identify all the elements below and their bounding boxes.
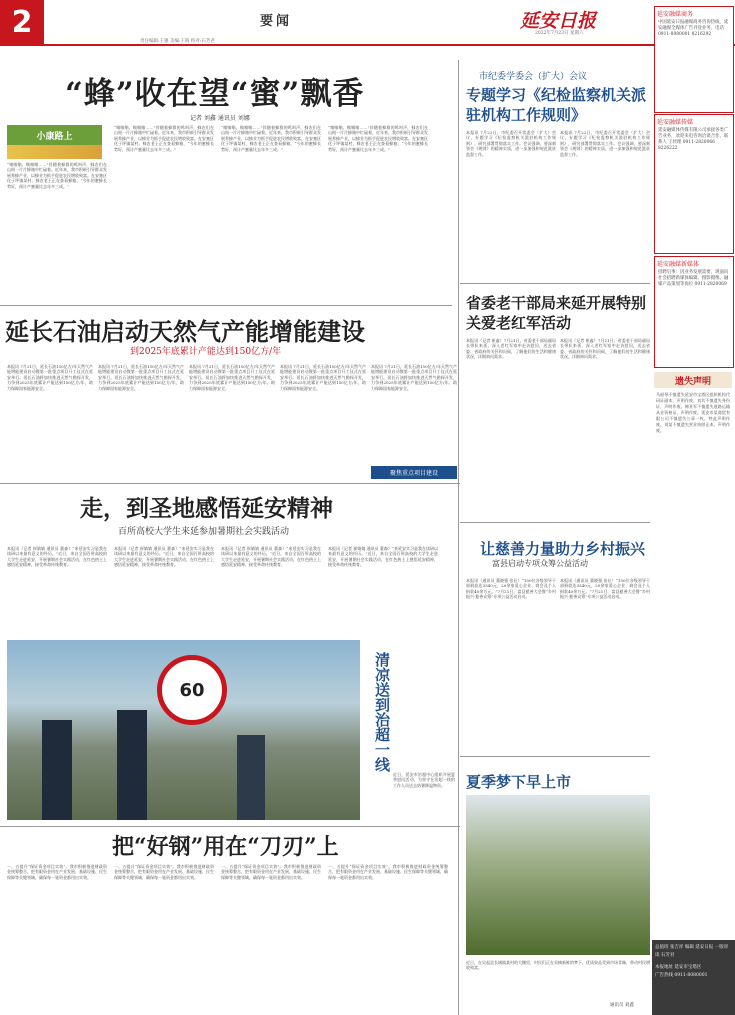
- article-5-col-1: 一、五提升“保证资金项目实效”。我市积极推进财政资金统筹整合，把有限资金用在产业发展、基础设施、民生保障等关键领域，确保每一笔资金都用出实效。: [7, 864, 107, 880]
- footer-box: [652, 940, 735, 1015]
- article-1-title: “蜂”收在望“蜜”飘香: [65, 76, 365, 112]
- article-7-title: 省委老干部局来延开展特别关爱老红军活动: [466, 294, 647, 332]
- sidebar-ad-2: [654, 114, 734, 254]
- section-title: 要闻: [260, 14, 293, 29]
- article-6-title: 专题学习《纪检监察机关派驻机构工作规则》: [466, 86, 647, 124]
- sidebar-ad-3-body: 招聘启事：因业务发展需要，现面向社会招聘新媒体编辑、摄影摄像、融媒产品策划等岗位 0911-2820069: [658, 270, 729, 287]
- article-2-badge: 聚焦重点项目建设: [371, 466, 457, 479]
- article-4-body: 近日，延安市治超中心组织开展夏季慰问活动，为坚守在治超一线的工作人员送去防暑降温物资。: [393, 772, 455, 788]
- article-2-title: 延长石油启动天然气产能增能建设: [5, 317, 365, 346]
- article-3-title: 走，到圣地感悟延安精神: [80, 495, 333, 522]
- article-6-col-2: 本报讯 7月22日，市纪委召开常委会（扩大）会议，专题学习《纪检监察机关派驻机构工作规则》，研究部署贯彻落实工作。会议强调，要深刻领会《规则》的精神实质，进一步加强和规范派驻监督工作。: [560, 130, 650, 157]
- article-3-col-3: 本报讯（记者 崔婧婧 通讯员 董森）“来延安实习是我在读研以来最有意义的经历。”近日，来自全国百所高校的大学生走进延安，开展暑期社会实践活动，在红色热土上感悟延安精神，接受革命传统教育。: [221, 546, 321, 568]
- article-4-caption: 清凉送到治超一线: [373, 652, 391, 772]
- article-2-col-4: 本报讯 7月21日，延长石油150亿方/年天然气产能增能建设启动暨第一批重点项目开工仪式在延安举行。延长石油将加快推进天然气勘探开发，力争到2025年底累计产能达到150亿方/年，助力保障国家能源安全。: [280, 364, 366, 391]
- officer-figure-1: [42, 720, 72, 820]
- lost-notice-body: 马韶琴不慎遗失延安市宝塔区组织机构代码证副本，声明作废。刘其不慎遗失身份证，声明作废。韩亚军不慎遗失道路运输从业资格证，声明作废。延安市某商贸有限公司不慎遗失公章一枚，特此声明作废。刘某不慎遗失营业执照正本，声明作废。: [656, 392, 730, 433]
- article-3-col-2: 本报讯（记者 崔婧婧 通讯员 董森）“来延安实习是我在读研以来最有意义的经历。”近日，来自全国百所高校的大学生走进延安，开展暑期社会实践活动，在红色热土上感悟延安精神，接受革命传统教育。: [114, 546, 214, 568]
- article-6-col-1: 本报讯 7月22日，市纪委召开常委会（扩大）会议，专题学习《纪检监察机关派驻机构工作规则》，研究部署贯彻落实工作。会议强调，要深刻领会《规则》的精神实质，进一步加强和规范派驻监督工作。: [466, 130, 556, 157]
- sidebar-ad-1-body: 中国延安日报融媒商务咨询热线，延安融媒全媒体广告刊登业务，电话 0911-8080001 8216292: [658, 20, 729, 37]
- article-3-col-1: 本报讯（记者 崔婧婧 通讯员 董森）“来延安实习是我在读研以来最有意义的经历。”近日，来自全国百所高校的大学生走进延安，开展暑期社会实践活动，在红色热土上感悟延安精神，接受革命传统教育。: [7, 546, 107, 568]
- divider-5: [460, 522, 650, 523]
- article-9-title: 夏季梦下早上市: [466, 773, 572, 791]
- sidebar-ad-2-head: 延安融媒传媒: [657, 119, 694, 126]
- article-1-col-2: “嗡嗡嗡，嗡嗡嗡……”伴随着蜂群的鸣叫声，蜂农们在山间一片片蜂箱中忙碌着。近年来，我市积极引导群众发展养蜂产业，以蜂业为抓手促进农民增收致富。在安塞区化子坪镇某村，蜂农老王正在查看蜂箱，“今年的蜜蜂长势好，预计产蜜量比去年多三成。”: [114, 125, 214, 152]
- article-3-subtitle: 百所高校大学生来延参加暑期社会实践活动: [118, 527, 290, 537]
- article-1-byline: 记者 刘鑫 通讯员 刘娜: [190, 115, 250, 122]
- divider-2: [0, 483, 460, 484]
- sidebar-ad-3-head: 延安融媒新媒体: [657, 261, 700, 268]
- divider-4: [460, 283, 650, 284]
- page-number: 2: [0, 0, 44, 44]
- article-5-col-3: 一、五提升“保证资金项目实效”。我市积极推进财政资金统筹整合，把有限资金用在产业发展、基础设施、民生保障等关键领域，确保每一笔资金都用出实效。: [221, 864, 321, 880]
- officer-figure-3: [237, 735, 265, 820]
- article-6-kicker: 市纪委学委会（扩大）会议: [479, 72, 588, 82]
- article-1-col-3: “嗡嗡嗡，嗡嗡嗡……”伴随着蜂群的鸣叫声，蜂农们在山间一片片蜂箱中忙碌着。近年来，我市积极引导群众发展养蜂产业，以蜂业为抓手促进农民增收致富。在安塞区化子坪镇某村，蜂农老王正在查看蜂箱，“今年的蜜蜂长势好，预计产蜜量比去年多三成。”: [221, 125, 321, 152]
- lost-notice-title: 遗失声明: [654, 372, 732, 388]
- article-9-credit: 通讯员 刘鑫: [610, 1003, 634, 1008]
- article-8-col-2: 本报讯（通讯员 董晓强 张仕）“150位各级领导干部捐款达3540元，20余家爱心企业、商会及个人捐款40余万元。”7月21日，富县慈善大会暨“乡村振兴·慈善众筹”专项公益活动启动。: [560, 578, 650, 600]
- divider-1: [0, 305, 452, 306]
- column-badge: 小康路上: [7, 125, 102, 145]
- article-1-col-1: “嗡嗡嗡，嗡嗡嗡……”伴随着蜂群的鸣叫声，蜂农们在山间一片片蜂箱中忙碌着。近年来，我市积极引导群众发展养蜂产业，以蜂业为抓手促进农民增收致富。在安塞区化子坪镇某村，蜂农老王正在查看蜂箱，“今年的蜜蜂长势好，预计产蜜量比去年多三成。”: [7, 162, 107, 189]
- article-2-col-3: 本报讯 7月21日，延长石油150亿方/年天然气产能增能建设启动暨第一批重点项目开工仪式在延安举行。延长石油将加快推进天然气勘探开发，力争到2025年底累计产能达到150亿方/年，助力保障国家能源安全。: [189, 364, 275, 391]
- sidebar-ad-1: [654, 6, 734, 113]
- sidebar-ad-1-head: 延安融媒商务: [657, 11, 694, 18]
- article-9-body: 近日，在吴起县长城镇某村的大棚里，村民们正在采摘新鲜的梦下，优质果品受到市场青睐，带动村民增收致富。: [466, 960, 650, 971]
- column-badge-art: [7, 145, 102, 159]
- article-5-title: 把“好钢”用在“刀刃”上: [112, 834, 339, 860]
- editor-credits: 责任编辑:王强 美编:王萌 校对:石芳君: [140, 39, 215, 44]
- article-2-col-1: 本报讯 7月21日，延长石油150亿方/年天然气产能增能建设启动暨第一批重点项目开工仪式在延安举行。延长石油将加快推进天然气勘探开发，力争到2025年底累计产能达到150亿方/年，助力保障国家能源安全。: [7, 364, 93, 391]
- article-9-photo: [466, 795, 650, 955]
- article-8-col-1: 本报讯（通讯员 董晓强 张仕）“150位各级领导干部捐款达3540元，20余家爱心企业、商会及个人捐款40余万元。”7月21日，富县慈善大会暨“乡村振兴·慈善众筹”专项公益活动启动。: [466, 578, 556, 600]
- vertical-divider: [458, 60, 459, 1015]
- article-2-col-5: 本报讯 7月21日，延长石油150亿方/年天然气产能增能建设启动暨第一批重点项目开工仪式在延安举行。延长石油将加快推进天然气勘探开发，力争到2025年底累计产能达到150亿方/年，助力保障国家能源安全。: [371, 364, 457, 391]
- article-2-col-2: 本报讯 7月21日，延长石油150亿方/年天然气产能增能建设启动暨第一批重点项目开工仪式在延安举行。延长石油将加快推进天然气勘探开发，力争到2025年底累计产能达到150亿方/年，助力保障国家能源安全。: [98, 364, 184, 391]
- article-8-title: 让慈善力量助力乡村振兴: [480, 540, 646, 558]
- footer-line-1: 总值班 张吉祥 编辑 延安日报 一版审读 石芳君: [655, 945, 729, 958]
- article-8-subtitle: 富县启动专项众筹公益活动: [492, 559, 588, 568]
- article-2-subtitle: 到2025年底累计产能达到150亿方/年: [130, 347, 282, 357]
- footer-line-3: 广告热线 0911-8080001: [655, 973, 708, 978]
- article-5-col-4: 一、五提升“保证资金项目实效”。我市积极推进财政资金统筹整合，把有限资金用在产业发展、基础设施、民生保障等关键领域，确保每一笔资金都用出实效。: [328, 864, 448, 880]
- speed-limit-sign: 60: [157, 655, 227, 725]
- article-5-col-2: 一、五提升“保证资金项目实效”。我市积极推进财政资金统筹整合，把有限资金用在产业发展、基础设施、民生保障等关键领域，确保每一笔资金都用出实效。: [114, 864, 214, 880]
- article-1-col-4: “嗡嗡嗡，嗡嗡嗡……”伴随着蜂群的鸣叫声，蜂农们在山间一片片蜂箱中忙碌着。近年来，我市积极引导群众发展养蜂产业，以蜂业为抓手促进农民增收致富。在安塞区化子坪镇某村，蜂农老王正在查看蜂箱，“今年的蜜蜂长势好，预计产蜜量比去年多三成。”: [328, 125, 428, 152]
- officer-figure-2: [117, 710, 147, 820]
- article-7-col-2: 本报讯（记者 崔鑫）7月21日，省委老干部局副局长带队来延，深入老红军家中走访慰问，送去省委、省政府的关怀和问候，了解他们的生活和健康状况，详细询问需求。: [560, 338, 650, 360]
- footer-line-2: 本报地址 延安市宝塔区: [655, 965, 702, 970]
- issue-date: 2022年7月23日 星期六: [535, 31, 584, 36]
- header-rule: [0, 44, 735, 46]
- sidebar-ad-2-body: 延安融媒体传媒有限公司承接各类广告业务，欢迎来电咨询洽谈合作，联系人 王经理 0911-2820066 8226222: [658, 128, 729, 151]
- divider-3: [0, 826, 460, 827]
- article-4-photo: [7, 640, 360, 820]
- article-3-col-4: 本报讯（记者 崔婧婧 通讯员 董森）“来延安实习是我在读研以来最有意义的经历。”近日，来自全国百所高校的大学生走进延安，开展暑期社会实践活动，在红色热土上感悟延安精神，接受革命传统教育。: [328, 546, 438, 568]
- sidebar-ad-3: [654, 256, 734, 368]
- article-7-col-1: 本报讯（记者 崔鑫）7月21日，省委老干部局副局长带队来延，深入老红军家中走访慰问，送去省委、省政府的关怀和问候，了解他们的生活和健康状况，详细询问需求。: [466, 338, 556, 360]
- masthead: 延安日报: [520, 10, 597, 32]
- divider-6: [460, 756, 650, 757]
